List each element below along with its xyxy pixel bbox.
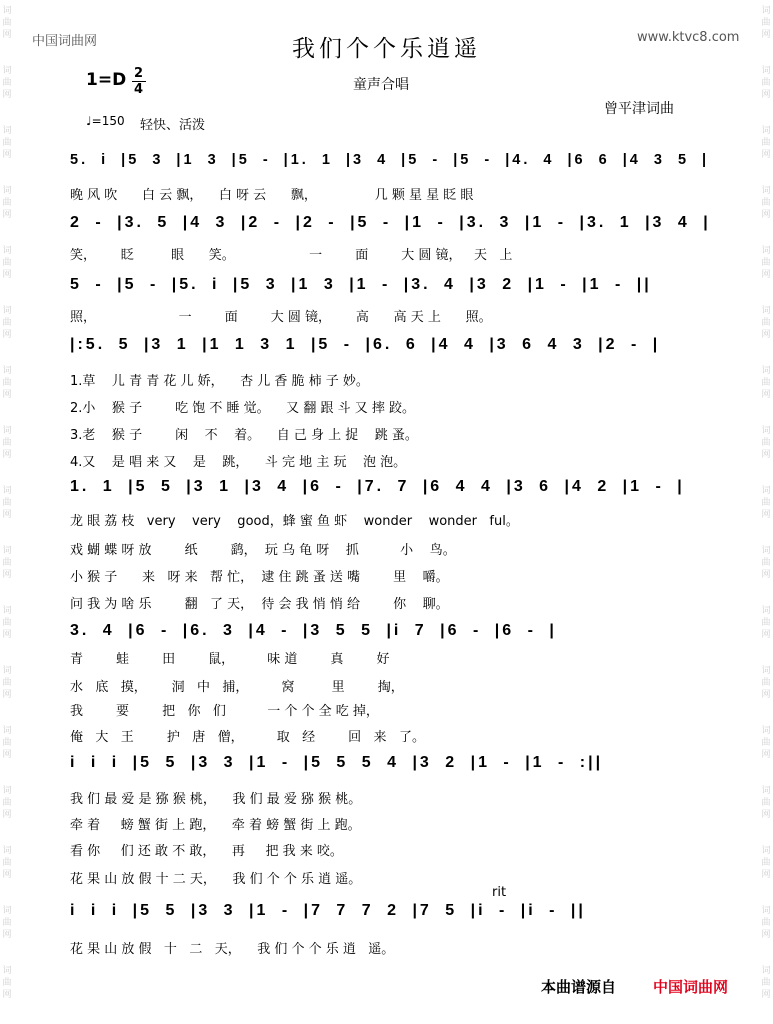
watermark-left bbox=[0, 0, 14, 1024]
watermark-glyph: 词 bbox=[761, 246, 771, 256]
watermark-glyph: 网 bbox=[2, 690, 12, 700]
watermark-glyph: 曲 bbox=[2, 978, 12, 988]
watermark-glyph: 网 bbox=[2, 330, 12, 340]
watermark-glyph: 曲 bbox=[761, 678, 771, 688]
watermark-glyph: 曲 bbox=[761, 258, 771, 268]
watermark-glyph: 词 bbox=[761, 966, 771, 976]
watermark-glyph: 曲 bbox=[761, 738, 771, 748]
watermark-glyph: 网 bbox=[761, 990, 771, 1000]
watermark-glyph: 网 bbox=[2, 270, 12, 280]
watermark-glyph: 网 bbox=[761, 270, 771, 280]
watermark-glyph: 曲 bbox=[2, 378, 12, 388]
watermark-glyph: 网 bbox=[761, 30, 771, 40]
watermark-glyph: 词 bbox=[761, 666, 771, 676]
watermark-glyph: 网 bbox=[2, 390, 12, 400]
watermark-glyph: 网 bbox=[2, 90, 12, 100]
watermark-glyph: 网 bbox=[761, 930, 771, 940]
watermark-glyph: 曲 bbox=[2, 318, 12, 328]
watermark-glyph: 曲 bbox=[2, 858, 12, 868]
watermark-glyph: 曲 bbox=[761, 318, 771, 328]
watermark-glyph: 曲 bbox=[761, 438, 771, 448]
lyric-line: 笑， 眨 眼 笑。 一 面 大 圆 镜， 天 上 bbox=[70, 248, 513, 263]
watermark-glyph: 曲 bbox=[2, 918, 12, 928]
watermark-glyph: 网 bbox=[761, 750, 771, 760]
watermark-glyph: 网 bbox=[761, 510, 771, 520]
lyric-line: 龙 眼 荔 枝 very very good，蜂 蜜 鱼 虾 wonder wonder ful。 bbox=[70, 514, 519, 529]
time-signature-bottom: 4 bbox=[134, 82, 144, 97]
watermark-right bbox=[759, 0, 773, 1024]
watermark-glyph: 词 bbox=[2, 906, 12, 916]
notation-line: 2 - |3. 5 |4 3 |2 - |2 - |5 - |1 - |3. 3 |1 - |3. 1 |3 4 | bbox=[70, 214, 711, 231]
lyric-line: 小 猴 子 来 呀 来 帮 忙， 逮 住 跳 蚤 送 嘴 里 嚼。 bbox=[70, 570, 449, 585]
watermark-glyph: 网 bbox=[761, 210, 771, 220]
lyric-line: 我 们 最 爱 是 猕 猴 桃， 我 们 最 爱 猕 猴 桃。 bbox=[70, 792, 362, 807]
watermark-glyph: 词 bbox=[2, 726, 12, 736]
watermark-glyph: 网 bbox=[761, 570, 771, 580]
time-signature-top: 2 bbox=[134, 66, 144, 81]
watermark-glyph: 网 bbox=[2, 930, 12, 940]
notation-line: i i i |5 5 |3 3 |1 - |5 5 5 4 |3 2 |1 - |1 - :|| bbox=[70, 754, 604, 771]
watermark-glyph: 网 bbox=[2, 510, 12, 520]
watermark-glyph: 曲 bbox=[2, 198, 12, 208]
notation-line: 5. i |5 3 |1 3 |5 - |1. 1 |3 4 |5 - |5 - |4. 4 |6 6 |4 3 5 | bbox=[70, 152, 710, 168]
watermark-glyph: 词 bbox=[761, 66, 771, 76]
song-title: 我们个个乐逍遥 bbox=[292, 36, 481, 62]
notation-line: 1. 1 |5 5 |3 1 |3 4 |6 - |7. 7 |6 4 4 |3 6 |4 2 |1 - | bbox=[70, 478, 685, 495]
watermark-glyph: 曲 bbox=[761, 618, 771, 628]
watermark-glyph: 曲 bbox=[2, 738, 12, 748]
lyric-line: 问 我 为 啥 乐 翻 了 天， 待 会 我 悄 悄 给 你 聊。 bbox=[70, 597, 449, 612]
watermark-glyph: 曲 bbox=[761, 78, 771, 88]
watermark-glyph: 曲 bbox=[2, 798, 12, 808]
lyric-line: 我 要 把 你 们 一 个 个 全 吃 掉， bbox=[70, 704, 379, 719]
ritardando-mark: rit bbox=[492, 885, 507, 900]
watermark-glyph: 网 bbox=[761, 690, 771, 700]
watermark-glyph: 网 bbox=[2, 630, 12, 640]
watermark-glyph: 网 bbox=[2, 870, 12, 880]
watermark-glyph: 曲 bbox=[761, 498, 771, 508]
lyric-line: 看 你 们 还 敢 不 敢， 再 把 我 来 咬。 bbox=[70, 844, 343, 859]
lyric-line: 俺 大 王 护 唐 僧， 取 经 回 来 了。 bbox=[70, 730, 425, 745]
composer-credit: 曾平津词曲 bbox=[604, 101, 674, 117]
watermark-glyph: 词 bbox=[761, 486, 771, 496]
watermark-glyph: 词 bbox=[2, 966, 12, 976]
watermark-glyph: 词 bbox=[761, 366, 771, 376]
watermark-glyph: 网 bbox=[761, 330, 771, 340]
watermark-glyph: 曲 bbox=[761, 978, 771, 988]
lyric-line: 戏 蝴 蝶 呀 放 纸 鹞， 玩 乌 龟 呀 抓 小 鸟。 bbox=[70, 543, 456, 558]
watermark-glyph: 词 bbox=[761, 306, 771, 316]
watermark-glyph: 网 bbox=[2, 750, 12, 760]
watermark-glyph: 网 bbox=[761, 390, 771, 400]
notation-line: |:5. 5 |3 1 |1 1 3 1 |5 - |6. 6 |4 4 |3 6 4 3 |2 - | bbox=[70, 336, 661, 353]
watermark-glyph: 曲 bbox=[761, 18, 771, 28]
site-name-left: 中国词曲网 bbox=[32, 34, 98, 49]
watermark-glyph: 词 bbox=[761, 606, 771, 616]
watermark-glyph: 网 bbox=[761, 150, 771, 160]
watermark-glyph: 词 bbox=[2, 786, 12, 796]
watermark-glyph: 曲 bbox=[2, 18, 12, 28]
watermark-glyph: 曲 bbox=[761, 798, 771, 808]
watermark-glyph: 曲 bbox=[2, 678, 12, 688]
notation-line: 3. 4 |6 - |6. 3 |4 - |3 5 5 |i 7 |6 - |6 - | bbox=[70, 622, 557, 639]
watermark-glyph: 网 bbox=[761, 870, 771, 880]
watermark-glyph: 曲 bbox=[2, 138, 12, 148]
notation-line: i i i |5 5 |3 3 |1 - |7 7 7 2 |7 5 |i - |i - || bbox=[70, 902, 586, 919]
watermark-glyph: 词 bbox=[2, 606, 12, 616]
watermark-glyph: 曲 bbox=[761, 138, 771, 148]
watermark-glyph: 词 bbox=[761, 186, 771, 196]
source-site: 中国词曲网 bbox=[653, 978, 729, 996]
site-url-right: www.ktvc8.com bbox=[637, 30, 740, 45]
watermark-glyph: 曲 bbox=[761, 558, 771, 568]
watermark-glyph: 词 bbox=[2, 246, 12, 256]
watermark-glyph: 曲 bbox=[2, 258, 12, 268]
watermark-glyph: 词 bbox=[2, 6, 12, 16]
watermark-glyph: 词 bbox=[2, 666, 12, 676]
genre-label: 童声合唱 bbox=[353, 77, 409, 93]
lyric-line: 花 果 山 放 假 十 二 天， 我 们 个 个 乐 逍 遥。 bbox=[70, 942, 395, 957]
watermark-glyph: 网 bbox=[2, 30, 12, 40]
watermark-glyph: 网 bbox=[2, 810, 12, 820]
source-label: 本曲谱源自 bbox=[541, 978, 617, 996]
watermark-glyph: 词 bbox=[761, 906, 771, 916]
watermark-glyph: 词 bbox=[761, 726, 771, 736]
watermark-glyph: 曲 bbox=[2, 618, 12, 628]
watermark-glyph: 曲 bbox=[2, 498, 12, 508]
watermark-glyph: 网 bbox=[2, 150, 12, 160]
watermark-glyph: 网 bbox=[761, 90, 771, 100]
watermark-glyph: 词 bbox=[2, 186, 12, 196]
lyric-line: 2.小 猴 子 吃 饱 不 睡 觉。 又 翻 跟 斗 又 摔 跤。 bbox=[70, 401, 415, 416]
watermark-glyph: 词 bbox=[761, 126, 771, 136]
watermark-glyph: 网 bbox=[761, 450, 771, 460]
lyric-line: 照， 一 面 大 圆 镜， 高 高 天 上 照。 bbox=[70, 310, 492, 325]
watermark-glyph: 曲 bbox=[761, 858, 771, 868]
watermark-glyph: 词 bbox=[2, 546, 12, 556]
watermark-glyph: 曲 bbox=[2, 438, 12, 448]
watermark-glyph: 网 bbox=[2, 570, 12, 580]
watermark-glyph: 词 bbox=[2, 66, 12, 76]
watermark-glyph: 曲 bbox=[761, 378, 771, 388]
lyric-line: 青 蛙 田 鼠， 味 道 真 好 bbox=[70, 652, 390, 667]
watermark-glyph: 网 bbox=[2, 450, 12, 460]
lyric-line: 水 底 摸， 洞 中 捕， 窝 里 掏， bbox=[70, 680, 404, 695]
watermark-glyph: 网 bbox=[761, 630, 771, 640]
watermark-glyph: 曲 bbox=[761, 918, 771, 928]
style-mark: 轻快、活泼 bbox=[140, 118, 206, 133]
lyric-line: 花 果 山 放 假 十 二 天， 我 们 个 个 乐 逍 遥。 bbox=[70, 872, 362, 887]
lyric-line: 1.草 儿 青 青 花 儿 娇， 杏 儿 香 脆 柿 子 妙。 bbox=[70, 374, 369, 389]
watermark-glyph: 词 bbox=[761, 426, 771, 436]
watermark-glyph: 词 bbox=[761, 786, 771, 796]
watermark-glyph: 网 bbox=[2, 990, 12, 1000]
watermark-glyph: 词 bbox=[2, 846, 12, 856]
watermark-glyph: 词 bbox=[2, 486, 12, 496]
watermark-glyph: 词 bbox=[2, 126, 12, 136]
watermark-glyph: 词 bbox=[2, 306, 12, 316]
lyric-line: 3.老 猴 子 闲 不 着。 自 己 身 上 捉 跳 蚤。 bbox=[70, 428, 418, 443]
key-signature: 1=D bbox=[86, 70, 127, 90]
watermark-glyph: 曲 bbox=[2, 558, 12, 568]
watermark-glyph: 词 bbox=[761, 846, 771, 856]
lyric-line: 4.又 是 唱 来 又 是 跳， 斗 完 地 主 玩 泡 泡。 bbox=[70, 455, 407, 470]
watermark-glyph: 曲 bbox=[2, 78, 12, 88]
lyric-line: 牵 着 螃 蟹 街 上 跑， 牵 着 螃 蟹 街 上 跑。 bbox=[70, 818, 361, 833]
notation-line: 5 - |5 - |5. i |5 3 |1 3 |1 - |3. 4 |3 2 |1 - |1 - || bbox=[70, 276, 652, 293]
watermark-glyph: 词 bbox=[2, 366, 12, 376]
tempo-mark: ♩=150 bbox=[86, 114, 125, 128]
watermark-glyph: 词 bbox=[761, 546, 771, 556]
watermark-glyph: 网 bbox=[2, 210, 12, 220]
lyric-line: 晚 风 吹 白 云 飘， 白 呀 云 飘， 几 颗 星 星 眨 眼 bbox=[70, 188, 474, 203]
watermark-glyph: 词 bbox=[761, 6, 771, 16]
watermark-glyph: 曲 bbox=[761, 198, 771, 208]
watermark-glyph: 网 bbox=[761, 810, 771, 820]
watermark-glyph: 词 bbox=[2, 426, 12, 436]
